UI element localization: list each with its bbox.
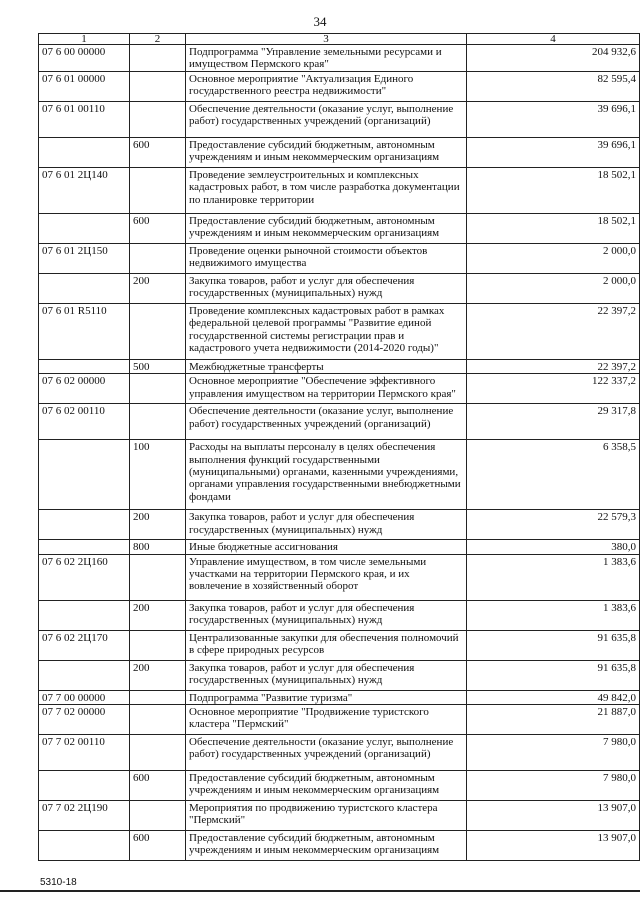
table-row (39, 831, 640, 861)
cell-type: 500 (130, 359, 186, 373)
cell-type: 100 (130, 440, 186, 510)
cell-code: 07 6 02 00110 (39, 404, 130, 440)
cell-type (130, 71, 186, 101)
cell-type (130, 801, 186, 831)
table-row (39, 630, 640, 660)
cell-name: Закупка товаров, работ и услуг для обеспечения государственных (муниципальных) нужд (186, 660, 467, 690)
table-body (39, 45, 640, 861)
cell-name: Закупка товаров, работ и услуг для обеспечения государственных (муниципальных) нужд (186, 510, 467, 540)
cell-name: Проведение землеустроительных и комплексных кадастровых работ, в том числе разработка документации по планировке территории (186, 167, 467, 213)
cell-amount: 18 502,1 (467, 167, 640, 213)
cell-type (130, 554, 186, 600)
cell-amount: 1 383,6 (467, 600, 640, 630)
table-row (39, 540, 640, 554)
table-row (39, 359, 640, 373)
table-row (39, 167, 640, 213)
cell-code: 07 7 02 2Ц190 (39, 801, 130, 831)
cell-name: Расходы на выплаты персоналу в целях обеспечения выполнения функций государственными (муниципальными) органами, казенными учреждениями, органами управления государственными внебюджетными фондами (186, 440, 467, 510)
cell-code (39, 359, 130, 373)
cell-type (130, 690, 186, 704)
cell-name: Основное мероприятие "Обеспечение эффективного управления имуществом на территории Пермского края" (186, 374, 467, 404)
cell-type (130, 101, 186, 137)
cell-type: 200 (130, 660, 186, 690)
cell-type: 200 (130, 510, 186, 540)
cell-amount: 1 383,6 (467, 554, 640, 600)
cell-name: Подпрограмма "Управление земельными ресурсами и имуществом Пермского края" (186, 45, 467, 72)
cell-amount: 22 397,2 (467, 303, 640, 359)
cell-code (39, 540, 130, 554)
table-row (39, 374, 640, 404)
table-row (39, 600, 640, 630)
table-row (39, 243, 640, 273)
cell-name: Предоставление субсидий бюджетным, автономным учреждениям и иным некоммерческим организациям (186, 213, 467, 243)
cell-name: Межбюджетные трансферты (186, 359, 467, 373)
cell-type: 200 (130, 600, 186, 630)
cell-name: Управление имуществом, в том числе земельными участками на территории Пермского края, и их вовлечение в хозяйственный оборот (186, 554, 467, 600)
cell-code: 07 7 02 00000 (39, 705, 130, 735)
cell-code: 07 6 00 00000 (39, 45, 130, 72)
cell-amount: 49 842,0 (467, 690, 640, 704)
table-row (39, 71, 640, 101)
table-row (39, 213, 640, 243)
cell-amount: 29 317,8 (467, 404, 640, 440)
cell-code (39, 660, 130, 690)
table-header-row (39, 34, 640, 45)
table-row (39, 510, 640, 540)
cell-code: 07 6 01 00110 (39, 101, 130, 137)
cell-amount: 91 635,8 (467, 660, 640, 690)
column-header: 3 (186, 34, 467, 45)
cell-name: Основное мероприятие "Актуализация Единого государственного реестра недвижимости" (186, 71, 467, 101)
cell-amount: 18 502,1 (467, 213, 640, 243)
table-row (39, 440, 640, 510)
table-row (39, 101, 640, 137)
cell-type: 600 (130, 771, 186, 801)
cell-code: 07 6 01 2Ц150 (39, 243, 130, 273)
table-row (39, 735, 640, 771)
cell-amount: 82 595,4 (467, 71, 640, 101)
cell-amount: 22 579,3 (467, 510, 640, 540)
table-row (39, 771, 640, 801)
cell-type: 600 (130, 137, 186, 167)
table-row (39, 273, 640, 303)
cell-amount: 2 000,0 (467, 243, 640, 273)
cell-amount: 7 980,0 (467, 771, 640, 801)
cell-code (39, 771, 130, 801)
table-row (39, 705, 640, 735)
cell-type (130, 45, 186, 72)
table-row (39, 45, 640, 72)
cell-type: 600 (130, 213, 186, 243)
cell-amount: 13 907,0 (467, 801, 640, 831)
cell-name: Обеспечение деятельности (оказание услуг, выполнение работ) государственных учреждений (организаций) (186, 404, 467, 440)
table-row (39, 303, 640, 359)
cell-amount: 6 358,5 (467, 440, 640, 510)
cell-type (130, 404, 186, 440)
cell-type (130, 705, 186, 735)
cell-type (130, 735, 186, 771)
cell-code: 07 6 02 2Ц170 (39, 630, 130, 660)
cell-code (39, 510, 130, 540)
cell-amount: 204 932,6 (467, 45, 640, 72)
cell-code: 07 7 02 00110 (39, 735, 130, 771)
table-row (39, 404, 640, 440)
cell-name: Закупка товаров, работ и услуг для обеспечения государственных (муниципальных) нужд (186, 600, 467, 630)
cell-name: Централизованные закупки для обеспечения полномочий в сфере природных ресурсов (186, 630, 467, 660)
cell-type: 200 (130, 273, 186, 303)
cell-name: Предоставление субсидий бюджетным, автономным учреждениям и иным некоммерческим организациям (186, 831, 467, 861)
cell-amount: 22 397,2 (467, 359, 640, 373)
cell-amount: 13 907,0 (467, 831, 640, 861)
cell-amount: 39 696,1 (467, 101, 640, 137)
cell-type: 600 (130, 831, 186, 861)
cell-amount: 7 980,0 (467, 735, 640, 771)
cell-amount: 91 635,8 (467, 630, 640, 660)
cell-code (39, 137, 130, 167)
cell-name: Предоставление субсидий бюджетным, автономным учреждениям и иным некоммерческим организациям (186, 137, 467, 167)
cell-code (39, 213, 130, 243)
cell-name: Иные бюджетные ассигнования (186, 540, 467, 554)
document-code: 5310-18 (40, 877, 77, 888)
bottom-rule (0, 890, 640, 892)
cell-name: Проведение оценки рыночной стоимости объектов недвижимого имущества (186, 243, 467, 273)
cell-name: Обеспечение деятельности (оказание услуг, выполнение работ) государственных учреждений (организаций) (186, 735, 467, 771)
cell-type (130, 303, 186, 359)
column-header: 1 (39, 34, 130, 45)
cell-code (39, 600, 130, 630)
cell-name: Обеспечение деятельности (оказание услуг, выполнение работ) государственных учреждений (организаций) (186, 101, 467, 137)
cell-amount: 21 887,0 (467, 705, 640, 735)
cell-code (39, 831, 130, 861)
table-row (39, 137, 640, 167)
cell-name: Предоставление субсидий бюджетным, автономным учреждениям и иным некоммерческим организациям (186, 771, 467, 801)
table-row (39, 801, 640, 831)
column-header: 2 (130, 34, 186, 45)
page-number: 34 (313, 14, 327, 29)
cell-code (39, 440, 130, 510)
cell-name: Подпрограмма "Развитие туризма" (186, 690, 467, 704)
cell-code: 07 6 02 2Ц160 (39, 554, 130, 600)
table-row (39, 690, 640, 704)
cell-type (130, 630, 186, 660)
cell-name: Закупка товаров, работ и услуг для обеспечения государственных (муниципальных) нужд (186, 273, 467, 303)
cell-amount: 39 696,1 (467, 137, 640, 167)
cell-type: 800 (130, 540, 186, 554)
column-header: 4 (467, 34, 640, 45)
cell-name: Основное мероприятие "Продвижение туристского кластера "Пермский" (186, 705, 467, 735)
cell-code: 07 6 01 2Ц140 (39, 167, 130, 213)
budget-table (38, 33, 640, 861)
cell-code: 07 6 01 R5110 (39, 303, 130, 359)
cell-code: 07 7 00 00000 (39, 690, 130, 704)
cell-type (130, 243, 186, 273)
table-row (39, 554, 640, 600)
cell-name: Проведение комплексных кадастровых работ в рамках федеральной целевой программы "Развитие единой государственной системы регистрации прав и кадастрового учета недвижимости (2014-2020 годы)" (186, 303, 467, 359)
cell-code (39, 273, 130, 303)
cell-type (130, 374, 186, 404)
cell-amount: 2 000,0 (467, 273, 640, 303)
cell-type (130, 167, 186, 213)
cell-code: 07 6 01 00000 (39, 71, 130, 101)
cell-code: 07 6 02 00000 (39, 374, 130, 404)
cell-name: Мероприятия по продвижению туристского кластера "Пермский" (186, 801, 467, 831)
cell-amount: 122 337,2 (467, 374, 640, 404)
table-row (39, 660, 640, 690)
cell-amount: 380,0 (467, 540, 640, 554)
